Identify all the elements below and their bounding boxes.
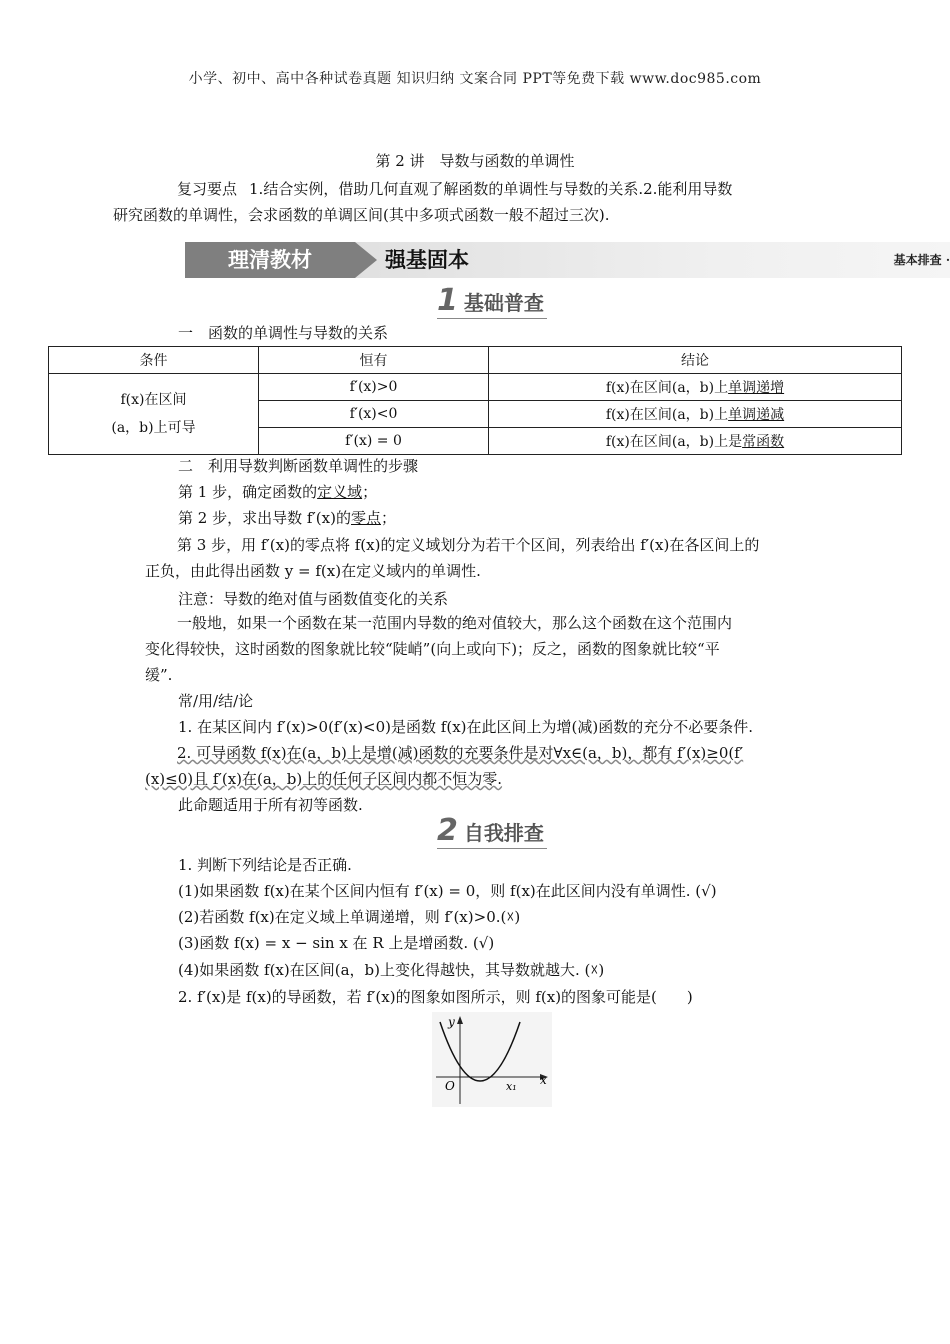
y-label: y	[448, 1015, 455, 1029]
conclusion-2	[145, 740, 810, 792]
part-one-title: 一 函数的单调性与导数的关系	[178, 324, 389, 342]
conclusion-2-line1: 2. 可导函数 f(x)在(a，b)上是增(减)函数的充要条件是对∀x∈(a，b)，都有 f′(x)≥0(f′	[177, 744, 744, 762]
section-title: 自我排查	[463, 821, 544, 845]
result-key: 单调递增	[728, 380, 785, 396]
x-label: x	[540, 1073, 547, 1087]
origin-label: O	[445, 1079, 455, 1093]
step2-key: 零点	[350, 509, 381, 527]
banner-tag: 基本排查 ·	[893, 253, 950, 267]
result-prefix: f(x)在区间(a，b)上	[605, 407, 729, 423]
section-number: 1	[437, 283, 458, 318]
step1-prefix: 第 1 步，确定函数的	[178, 483, 318, 501]
monotonicity-table	[48, 346, 902, 455]
condition-line2: (a，b)上可导	[111, 420, 196, 436]
review-line1: 1.结合实例，借助几何直观了解函数的单调性与导数的关系.2.能利用导数	[249, 180, 733, 198]
section-number: 2	[437, 813, 458, 848]
step1-key: 定义域	[317, 483, 363, 501]
hold-cell: f′(x) = 0	[259, 428, 489, 455]
part-two-title: 二 利用导数判断函数单调性的步骤	[178, 457, 419, 475]
table-header-cell: 恒有	[259, 347, 489, 374]
table-header-cell: 条件	[49, 347, 259, 374]
review-line2: 研究函数的单调性，会求函数的单调区间(其中多项式函数一般不超过三次).	[113, 206, 610, 224]
judgment-item: (1)如果函数 f(x)在某个区间内恒有 f′(x) = 0，则 f(x)在此区间内没有单调性. (√)	[178, 882, 717, 900]
result-prefix: f(x)在区间(a，b)上	[605, 380, 729, 396]
conclusion-3: 此命题适用于所有初等函数.	[178, 796, 363, 814]
judgment-item: (2)若函数 f(x)在定义域上单调递增，则 f′(x)>0.(☓)	[178, 908, 521, 926]
result-cell	[489, 428, 902, 455]
note-line2: 变化得较快，这时函数的图象就比较“陡峭”(向上或向下)；反之，函数的图象就比较“平	[145, 640, 720, 658]
conclusion-2-line2: (x)≤0)且 f′(x)在(a，b)上的任何子区间内都不恒为零.	[145, 770, 503, 788]
review-lead: 复习要点	[177, 180, 238, 198]
banner-right-label: 强基固本	[385, 248, 469, 272]
step3-line1: 第 3 步，用 f′(x)的零点将 f(x)的定义域划分为若干个区间，列表给出 f′(x)在各区间上的	[177, 536, 760, 554]
lecture-title: 第 2 讲 导数与函数的单调性	[375, 152, 575, 170]
result-key: 单调递减	[728, 407, 785, 423]
banner-left-label: 理清教材	[185, 242, 355, 278]
root-label: x₁	[506, 1080, 517, 1093]
conclusions-title: 常/用/结/论	[178, 692, 254, 710]
note-line1: 一般地，如果一个函数在某一范围内导数的绝对值较大，那么这个函数在这个范围内	[177, 614, 733, 632]
step2-prefix: 第 2 步，求出导数 f′(x)的	[178, 509, 351, 527]
derivative-graph	[432, 1012, 552, 1107]
step-2	[178, 505, 843, 531]
result-cell	[489, 374, 902, 401]
question-2: 2. f′(x)是 f(x)的导函数，若 f′(x)的图象如图所示，则 f(x)的图象可能是( )	[178, 988, 693, 1006]
note-body	[145, 610, 810, 688]
section-title: 基础普查	[463, 291, 544, 315]
section-banner	[185, 242, 950, 278]
step2-suffix: ；	[381, 509, 397, 527]
review-points	[113, 176, 810, 228]
condition-line1: f(x)在区间	[120, 392, 187, 408]
step-1	[178, 479, 843, 505]
step-3	[145, 532, 810, 584]
question-1-title: 1. 判断下列结论是否正确.	[178, 856, 352, 874]
section-heading-basic	[437, 283, 547, 319]
table-row	[49, 374, 902, 401]
note-title: 注意：导数的绝对值与函数值变化的关系	[178, 590, 449, 608]
note-line3: 缓”.	[145, 666, 173, 684]
judgment-item: (4)如果函数 f(x)在区间(a，b)上变化得越快，其导数就越大. (☓)	[178, 961, 605, 979]
step1-suffix: ；	[362, 483, 378, 501]
hold-cell: f′(x)<0	[259, 401, 489, 428]
table-header-cell: 结论	[489, 347, 902, 374]
result-key: 常函数	[742, 434, 785, 450]
condition-cell	[49, 374, 259, 455]
judgment-item: (3)函数 f(x) = x − sin x 在 R 上是增函数. (√)	[178, 934, 495, 952]
result-cell	[489, 401, 902, 428]
conclusion-1: 1. 在某区间内 f′(x)>0(f′(x)<0)是函数 f(x)在此区间上为增(减)函数的充分不必要条件.	[178, 718, 753, 736]
section-heading-selfcheck	[437, 813, 547, 849]
table-header-row	[49, 347, 902, 374]
page-header: 小学、初中、高中各种试卷真题 知识归纳 文案合同 PPT等免费下载 www.doc985.com	[188, 71, 762, 87]
step3-line2: 正负，由此得出函数 y = f(x)在定义域内的单调性.	[145, 562, 481, 580]
result-prefix: f(x)在区间(a，b)上是	[605, 434, 743, 450]
hold-cell: f′(x)>0	[259, 374, 489, 401]
banner-arrow-icon	[355, 242, 377, 278]
